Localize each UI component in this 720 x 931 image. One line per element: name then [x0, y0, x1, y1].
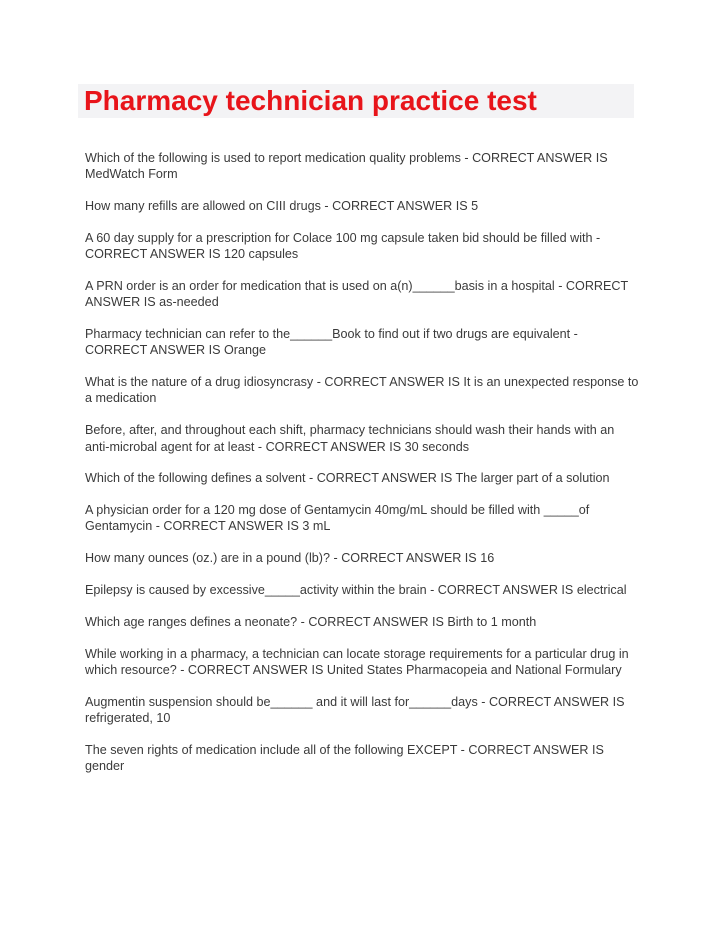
- document-title: Pharmacy technician practice test: [84, 85, 537, 116]
- question-answer-item: How many refills are allowed on CIII drugs - CORRECT ANSWER IS 5: [85, 199, 479, 214]
- question-answer-item: A physician order for a 120 mg dose of Gentamycin 40mg/mL should be filled with _____of Gentamycin - CORRECT ANSWER IS 3 mL: [85, 503, 590, 534]
- question-answer-item: Augmentin suspension should be______ and it will last for______days - CORRECT ANSWER IS refrigerated, 10: [85, 694, 625, 726]
- question-answer-item: The seven rights of medication include all of the following EXCEPT - CORRECT ANSWER IS gender: [85, 742, 604, 774]
- question-answer-item: While working in a pharmacy, a technician can locate storage requirements for a particular drug in which resource? - CORRECT ANSWER IS United States Pharmacopeia and National Formulary: [85, 646, 629, 677]
- question-answer-item: Pharmacy technician can refer to the______Book to find out if two drugs are equivalent - CORRECT ANSWER IS Orange: [85, 327, 578, 358]
- question-answer-item: How many ounces (oz.) are in a pound (lb)? - CORRECT ANSWER IS 16: [85, 551, 495, 566]
- question-answer-item: Which of the following is used to report medication quality problems - CORRECT ANSWER IS MedWatch Form: [85, 151, 608, 182]
- question-answer-item: A 60 day supply for a prescription for Colace 100 mg capsule taken bid should be filled with - CORRECT ANSWER IS 120 capsules: [85, 230, 601, 262]
- question-answer-list: [85, 150, 641, 790]
- question-answer-item: Which of the following defines a solvent - CORRECT ANSWER IS The larger part of a solution: [85, 471, 610, 486]
- question-answer-item: Epilepsy is caused by excessive_____activity within the brain - CORRECT ANSWER IS electrical: [85, 583, 627, 598]
- question-answer-item: Which age ranges defines a neonate? - CORRECT ANSWER IS Birth to 1 month: [85, 614, 537, 629]
- question-answer-item: What is the nature of a drug idiosyncrasy - CORRECT ANSWER IS It is an unexpected response to a medication: [85, 375, 639, 406]
- question-answer-item: Before, after, and throughout each shift, pharmacy technicians should wash their hands with an anti-microbal agent for at least - CORRECT ANSWER IS 30 seconds: [85, 423, 615, 454]
- question-answer-item: A PRN order is an order for medication that is used on a(n)______basis in a hospital - CORRECT ANSWER IS as-needed: [85, 278, 628, 310]
